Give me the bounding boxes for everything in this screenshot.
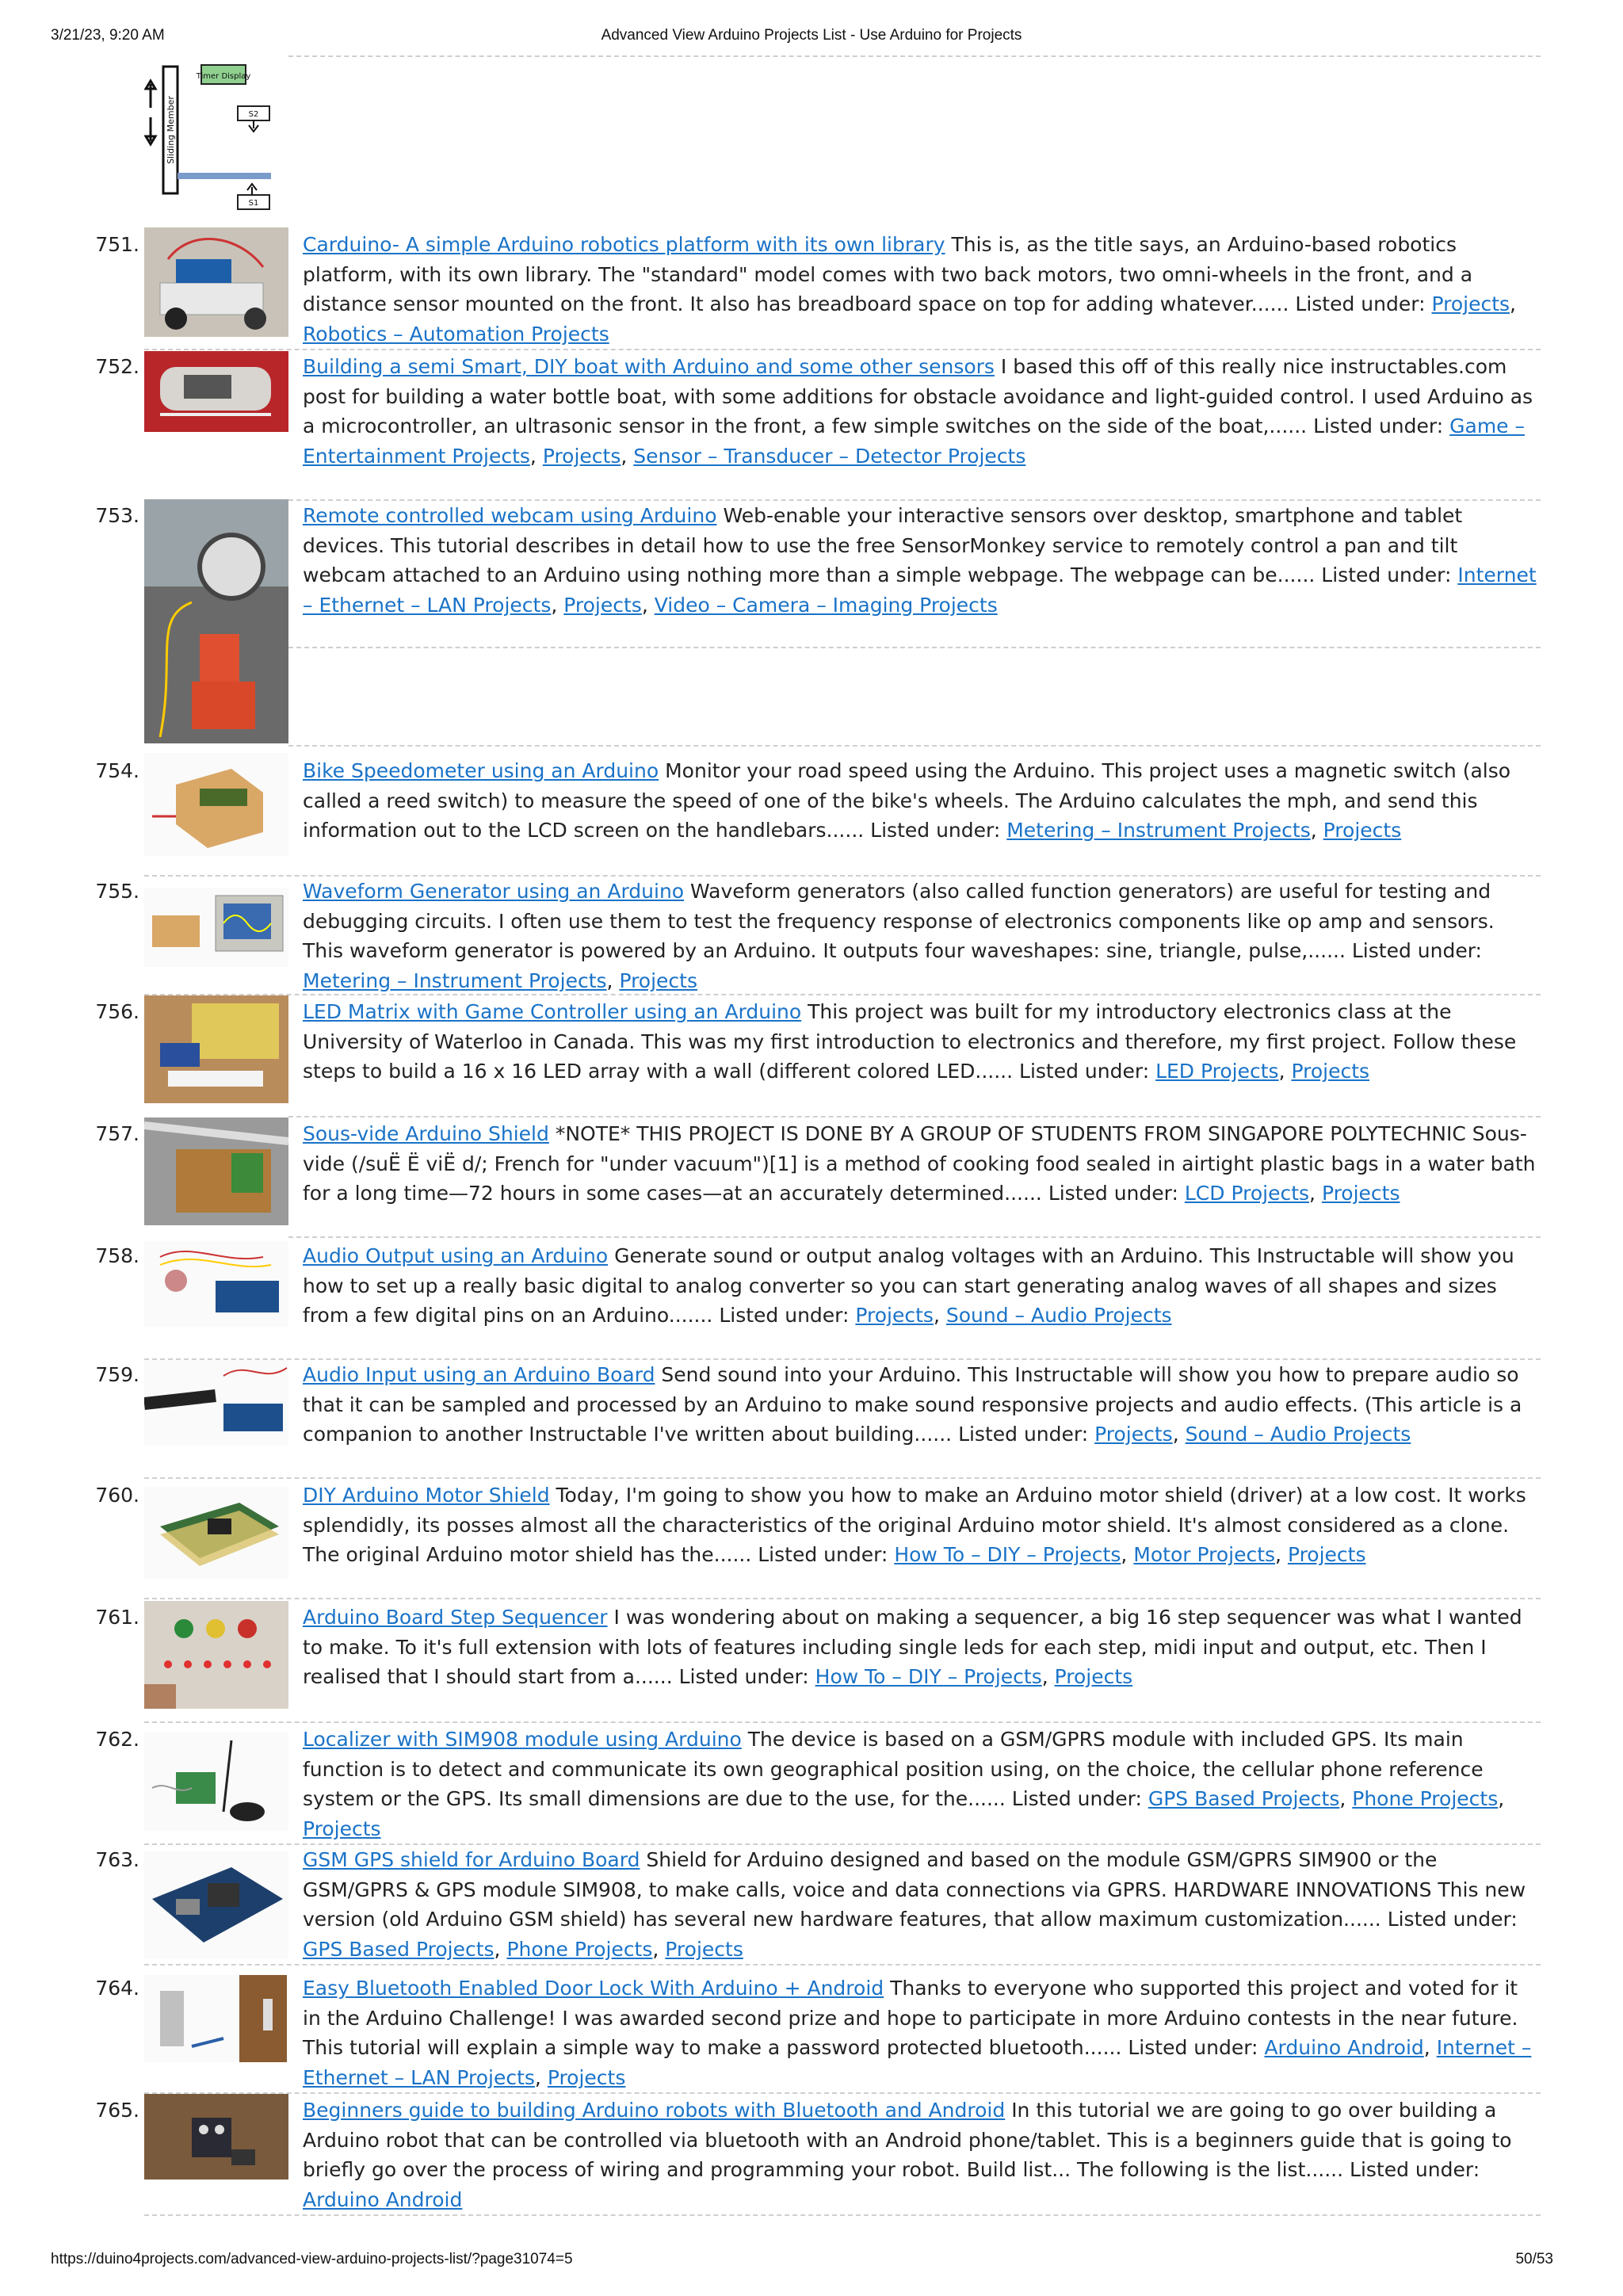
category-link[interactable]: Projects	[1094, 1423, 1173, 1446]
list-item: GSM GPS shield for Arduino Board Shield for Arduino designed and based on the module GSM/GPRS SIM900 or the GSM/GPRS & GPS module SIM908, to make calls, voice and data connections via GPRS. HARDWARE INNOVATIONS This new version (old Arduino GSM shield) has several new hardware features, that allow maximum customization...... Listed under: GPS Based Projects, Phone Projects, Projects	[303, 1848, 1526, 1961]
category-link[interactable]: Projects	[665, 1937, 743, 1961]
category-link[interactable]: Phone Projects	[506, 1937, 653, 1961]
project-link[interactable]: Bike Speedometer using an Arduino	[303, 759, 659, 782]
category-link[interactable]: Internet – Ethernet – LAN Projects	[303, 2036, 1532, 2089]
divider	[144, 1477, 1541, 1479]
project-thumbnail[interactable]	[144, 351, 288, 432]
project-description: Waveform generators (also called function generators) are useful for testing and debugging circuits. I often use them to test the frequency response of electronics components like op amp and sensors. This waveform generator is powered by an Arduino. It outputs four waveshapes: sine, triangle, pulse,......	[303, 880, 1495, 962]
project-description: Thanks to everyone who supported this project and voted for it in the Arduino Challenge! I was awarded second prize and hope to participate in more Arduino contests in the near future. This tutorial will explain a simple way to make a password protected bluetooth......	[303, 1977, 1518, 2059]
project-description: This project was built for my introductory electronics class at the University of Waterloo in Canada. This was my first introduction to electronics and therefore, my first project. Follow these steps to build a 16 x 16 LED array with a wall (different colored LED......	[303, 1000, 1517, 1083]
page-title: Advanced View Arduino Projects List - Use Arduino for Projects	[601, 27, 1022, 44]
list-item: Sous-vide Arduino Shield *NOTE* THIS PROJECT IS DONE BY A GROUP OF STUDENTS FROM SINGAPORE POLYTECHNIC Sous-vide (/suË Ë viË d/; French for "under vacuum")[1] is a method of cooking food sealed in airtight plastic bags in a water bath for a long time—72 hours in some cases—at an accurately determined...... Listed under: LCD Projects, Projects	[303, 1122, 1536, 1205]
item-number: 751.	[95, 233, 139, 256]
divider	[288, 1116, 1541, 1117]
project-thumbnail[interactable]	[144, 995, 288, 1103]
listed-under-label: Listed under:	[870, 819, 1001, 842]
project-thumbnail[interactable]	[144, 1601, 288, 1709]
project-thumbnail[interactable]	[144, 1975, 288, 2062]
category-link[interactable]: Projects	[1321, 1182, 1400, 1205]
category-link[interactable]: Projects	[1287, 1543, 1366, 1566]
category-link[interactable]: Internet – Ethernet – LAN Projects	[303, 563, 1537, 617]
item-number: 755.	[95, 880, 139, 903]
category-link[interactable]: Phone Projects	[1352, 1787, 1499, 1810]
project-link[interactable]: Carduino- A simple Arduino robotics platform with its own library	[303, 233, 945, 256]
project-description: *NOTE* THIS PROJECT IS DONE BY A GROUP OF STUDENTS FROM SINGAPORE POLYTECHNIC Sous-vide (/suË Ë viË d/; French for "under vacuum")[1] is a method of cooking food sealed in airtight plastic bags in a water bath for a long time—72 hours in some cases—at an accurately determined......	[303, 1122, 1536, 1205]
divider	[288, 55, 1541, 57]
project-description: Web-enable your interactive sensors over desktop, smartphone and tablet devices. This tutorial describes in detail how to use the free SensorMonkey service to remotely control a pan and tilt webcam attached to an Arduino using nothing more than a simple webpage. The webpage can be......	[303, 504, 1463, 586]
divider	[288, 745, 1541, 747]
listed-under-label: Listed under:	[1321, 563, 1452, 586]
project-description: I was wondering about on making a sequencer, a big 16 step sequencer was what I wanted to make. To it's full extension with lots of features including single leds for each step, midi input and output, etc. Then I realised that I should start from a......	[303, 1606, 1522, 1688]
project-link[interactable]: Localizer with SIM908 module using Arduino	[303, 1728, 742, 1751]
list-item: Bike Speedometer using an Arduino Monitor your road speed using the Arduino. This project uses a magnetic switch (also called a reed switch) to measure the speed of one of the bike's wheels. The Arduino calculates the mph, and send this information out to the LCD screen on the handlebars...... Listed under: Metering – Instrument Projects, Projects	[303, 759, 1511, 842]
listed-under-label: Listed under:	[1011, 1787, 1142, 1810]
list-item: Audio Input using an Arduino Board Send sound into your Arduino. This Instructable will show you how to prepare audio so that it can be sampled and processed by an Arduino to make sound responsive projects and audio effects. (This article is a companion to another Instructable I've written about building...... Listed under: Projects, Sound – Audio Projects	[303, 1363, 1522, 1446]
divider	[144, 1721, 1541, 1723]
s2-label: S2	[248, 110, 259, 119]
project-thumbnail[interactable]	[144, 1733, 288, 1831]
category-link[interactable]: LED Projects	[1155, 1060, 1279, 1083]
listed-under-label: Listed under:	[1313, 415, 1444, 437]
project-link[interactable]: Arduino Board Step Sequencer	[303, 1606, 608, 1629]
divider	[144, 1598, 1541, 1599]
list-item: Localizer with SIM908 module using Arduino The device is based on a GSM/GPRS module with included GPS. Its main function is to detect and communicate its own geographical position using, on the choice, the cellular phone reference system or the GPS. Its small dimensions are due to the use, for the...... Listed under: GPS Based Projects, Phone Projects, Projects	[303, 1728, 1505, 1840]
timer-label: Timer Display	[196, 72, 251, 81]
category-link[interactable]: Projects	[542, 444, 621, 468]
project-description: Today, I'm going to show you how to make an Arduino motor shield (driver) at a low cost. It works splendidly, its posses almost all the characteristics of the original Arduino motor shield. It's almost considered as a clone. The original Arduino motor shield has the......	[303, 1484, 1526, 1566]
project-description: Shield for Arduino designed and based on the module GSM/GPRS SIM900 or the GSM/GPRS & GPS module SIM908, to make calls, voice and data connections via GPRS. HARDWARE INNOVATIONS This new version (old Arduino GSM shield) has several new hardware features, that allow maximum customization......	[303, 1848, 1526, 1931]
sliding-member-diagram	[144, 60, 303, 216]
category-link[interactable]: Arduino Android	[1264, 2036, 1424, 2059]
divider	[144, 1964, 1541, 1966]
project-link[interactable]: LED Matrix with Game Controller using an Arduino	[303, 1000, 802, 1023]
category-link[interactable]: Projects	[547, 2065, 626, 2089]
item-number: 756.	[95, 1000, 139, 1023]
project-description: This is, as the title says, an Arduino-based robotics platform, with its own library. The "standard" model comes with two back motors, two omni-wheels in the front, and a distance sensor mounted on the front. It also has breadboard space on top for adding whatever......	[303, 233, 1473, 315]
category-link[interactable]: LCD Projects	[1184, 1182, 1310, 1205]
item-number: 764.	[95, 1977, 139, 2000]
divider	[288, 1236, 1541, 1238]
divider	[288, 647, 1541, 648]
listed-under-label: Listed under:	[678, 1665, 809, 1688]
project-thumbnail[interactable]	[144, 753, 288, 856]
item-number: 761.	[95, 1606, 139, 1629]
divider	[144, 2092, 1541, 2094]
item-number: 757.	[95, 1122, 139, 1145]
category-link[interactable]: Projects	[1291, 1060, 1370, 1083]
project-thumbnail[interactable]	[144, 1241, 288, 1327]
category-link[interactable]: Robotics – Automation Projects	[303, 322, 609, 346]
project-link[interactable]: Sous-vide Arduino Shield	[303, 1122, 549, 1145]
member-label: Sliding Member	[166, 96, 176, 164]
project-description: I based this off of this really nice instructables.com post for building a water bottle boat, with some additions for obstacle avoidance and light-guided control. I used Arduino as a microcontroller, an ultrasonic sensor in the front, a few simple switches on the side of the boat,......	[303, 355, 1533, 437]
list-item: Arduino Board Step Sequencer I was wondering about on making a sequencer, a big 16 step sequencer was what I wanted to make. To it's full extension with lots of features including single leds for each step, midi input and output, etc. Then I realised that I should start from a...... Listed under: How To – DIY – Projects, Projects	[303, 1606, 1522, 1688]
list-item: Remote controlled webcam using Arduino Web-enable your interactive sensors over desktop, smartphone and tablet devices. This tutorial describes in detail how to use the free SensorMonkey service to remotely control a pan and tilt webcam attached to an Arduino using nothing more than a simple webpage. The webpage can be...... Listed under: Internet – Ethernet – LAN Projects, Projects, Video – Camera – Imaging Projects	[303, 504, 1537, 617]
project-description: The device is based on a GSM/GPRS module with included GPS. Its main function is to detect and communicate its own geographical position using, on the choice, the cellular phone reference system or the GPS. Its small dimensions are due to the use, for the......	[303, 1728, 1484, 1810]
category-link[interactable]: Sensor – Transducer – Detector Projects	[633, 444, 1026, 468]
item-number: 763.	[95, 1848, 139, 1871]
listed-under-label: Listed under:	[1128, 2036, 1258, 2059]
listed-under-label: Listed under:	[1351, 939, 1482, 962]
category-link[interactable]: Motor Projects	[1133, 1543, 1276, 1566]
item-number: 765.	[95, 2099, 139, 2122]
s1-label: S1	[248, 199, 259, 208]
page-number: 50/53	[1515, 2251, 1553, 2267]
list-item: Building a semi Smart, DIY boat with Arduino and some other sensors I based this off of this really nice instructables.com post for building a water bottle boat, with some additions for obstacle avoidance and light-guided control. I used Arduino as a microcontroller, an ultrasonic sensor in the front, a few simple switches on the side of the boat,...... Listed under: Game – Entertainment Projects, Projects, Sensor – Transducer – Detector Projects	[303, 355, 1533, 468]
category-link[interactable]: Arduino Android	[303, 2187, 463, 2211]
project-thumbnail[interactable]	[144, 1360, 288, 1446]
category-link[interactable]: How To – DIY – Projects	[894, 1543, 1121, 1566]
category-link[interactable]: Projects	[855, 1304, 934, 1327]
project-thumbnail[interactable]	[144, 1117, 288, 1225]
project-thumbnail[interactable]	[144, 499, 288, 743]
project-link[interactable]: GSM GPS shield for Arduino Board	[303, 1848, 640, 1871]
item-number: 752.	[95, 355, 139, 378]
project-thumbnail[interactable]	[144, 1851, 288, 1959]
category-link[interactable]: Projects	[1323, 819, 1402, 842]
project-link[interactable]: Beginners guide to building Arduino robots with Bluetooth and Android	[303, 2099, 1006, 2122]
list-item: Audio Output using an Arduino Generate sound or output analog voltages with an Arduino. This Instructable will show you how to set up a really basic digital to analog converter so you can start generating analog waves of all shapes and sizes from a few digital pins on an Arduino....... Listed under: Projects, Sound – Audio Projects	[303, 1244, 1514, 1327]
project-description: Send sound into your Arduino. This Instructable will show you how to prepare audio so that it can be sampled and processed by an Arduino to make sound responsive projects and audio effects. (This article is a companion to another Instructable I've written about building......	[303, 1363, 1522, 1446]
item-number: 760.	[95, 1484, 139, 1507]
project-link[interactable]: Audio Output using an Arduino	[303, 1244, 609, 1267]
project-link[interactable]: Waveform Generator using an Arduino	[303, 880, 685, 903]
listed-under-label: Listed under:	[1350, 2158, 1480, 2181]
category-link[interactable]: Sound – Audio Projects	[1185, 1423, 1411, 1446]
project-link[interactable]: Easy Bluetooth Enabled Door Lock With Arduino + Android	[303, 1977, 884, 2000]
category-link[interactable]: Metering – Instrument Projects	[1006, 819, 1311, 842]
project-thumbnail[interactable]	[144, 227, 288, 337]
item-number: 754.	[95, 759, 139, 782]
list-item: LED Matrix with Game Controller using an Arduino This project was built for my introductory electronics class at the University of Waterloo in Canada. This was my first introduction to electronics and therefore, my first project. Follow these steps to build a 16 x 16 LED array with a wall (different colored LED...... Listed under: LED Projects, Projects	[303, 1000, 1517, 1083]
category-link[interactable]: Sound – Audio Projects	[945, 1304, 1172, 1327]
category-link[interactable]: GPS Based Projects	[303, 1937, 495, 1961]
divider	[144, 994, 1541, 995]
category-link[interactable]: How To – DIY – Projects	[815, 1665, 1042, 1688]
item-number: 758.	[95, 1244, 139, 1267]
listed-under-label: Listed under:	[1295, 292, 1426, 315]
category-link[interactable]: Projects	[1054, 1665, 1133, 1688]
listed-under-label: Listed under:	[758, 1543, 888, 1566]
project-link[interactable]: Building a semi Smart, DIY boat with Arduino and some other sensors	[303, 355, 995, 378]
project-description: In this tutorial we are going to go over building a Arduino robot that can be controlled via bluetooth with an Android phone/tablet. This is a beginners guide that is going to briefly go over the process of wiring and programming your robot. Build list... The following is the list......	[303, 2099, 1512, 2181]
project-thumbnail[interactable]	[144, 888, 288, 967]
print-datetime: 3/21/23, 9:20 AM	[51, 27, 165, 44]
category-link[interactable]: Game – Entertainment Projects	[303, 415, 1525, 468]
list-item: DIY Arduino Motor Shield Today, I'm going to show you how to make an Arduino motor shield (driver) at a low cost. It works splendidly, its posses almost all the characteristics of the original Arduino motor shield. It's almost considered as a clone. The original Arduino motor shield has the...... Listed under: How To – DIY – Projects, Motor Projects, Projects	[303, 1484, 1526, 1566]
divider	[144, 349, 1541, 350]
divider	[144, 2214, 1541, 2216]
listed-under-label: Listed under:	[719, 1304, 850, 1327]
list-item	[303, 2095, 1541, 2214]
item-number: 753.	[95, 504, 139, 527]
category-link[interactable]: Projects	[563, 593, 642, 617]
list-item: Waveform Generator using an Arduino Waveform generators (also called function generators) are useful for testing and debugging circuits. I often use them to test the frequency response of electronics components like op amp and sensors. This waveform generator is powered by an Arduino. It outputs four waveshapes: sine, triangle, pulse,...... Listed under: Metering – Instrument Projects, Projects	[303, 880, 1495, 992]
item-number: 759.	[95, 1363, 139, 1386]
category-link[interactable]: GPS Based Projects	[1148, 1787, 1340, 1810]
project-link[interactable]: Remote controlled webcam using Arduino	[303, 504, 717, 527]
category-link[interactable]: Projects	[619, 968, 697, 992]
project-thumbnail[interactable]	[144, 1487, 288, 1579]
listed-under-label: Listed under:	[958, 1423, 1089, 1446]
list-item: Carduino- A simple Arduino robotics platform with its own library This is, as the title says, an Arduino-based robotics platform, with its own library. The "standard" model comes with two back motors, two omni-wheels in the front, and a distance sensor mounted on the front. It also has breadboard space on top for adding whatever...... Listed under: Projects, Robotics – Automation Projects	[303, 233, 1516, 346]
category-link[interactable]: Video – Camera – Imaging Projects	[654, 593, 998, 617]
project-description: Generate sound or output analog voltages with an Arduino. This Instructable will show you how to set up a really basic digital to analog converter so you can start generating analog waves of all shapes and sizes from a few digital pins on an Arduino.......	[303, 1244, 1514, 1327]
list-item: Easy Bluetooth Enabled Door Lock With Arduino + Android Thanks to everyone who supported this project and voted for it in the Arduino Challenge! I was awarded second prize and hope to participate in more Arduino contests in the near future. This tutorial will explain a simple way to make a password protected bluetooth...... Listed under: Arduino Android, Internet – Ethernet – LAN Projects, Projects	[303, 1977, 1532, 2089]
project-link[interactable]: DIY Arduino Motor Shield	[303, 1484, 550, 1507]
item-number: 762.	[95, 1728, 139, 1751]
project-description: Monitor your road speed using the Arduino. This project uses a magnetic switch (also called a reed switch) to measure the speed of one of the bike's wheels. The Arduino calculates the mph, and send this information out to the LCD screen on the handlebars......	[303, 759, 1511, 842]
project-thumbnail[interactable]	[144, 2094, 288, 2179]
category-link[interactable]: Metering – Instrument Projects	[303, 968, 607, 992]
category-link[interactable]: Projects	[303, 1817, 381, 1840]
listed-under-label: Listed under:	[1019, 1060, 1150, 1083]
listed-under-label: Listed under:	[1048, 1182, 1178, 1205]
category-link[interactable]: Projects	[1431, 292, 1510, 315]
listed-under-label: Listed under:	[1387, 1908, 1518, 1931]
project-link[interactable]: Audio Input using an Arduino Board	[303, 1363, 655, 1386]
page-url: https://duino4projects.com/advanced-view-arduino-projects-list/?page31074=5	[51, 2251, 573, 2267]
